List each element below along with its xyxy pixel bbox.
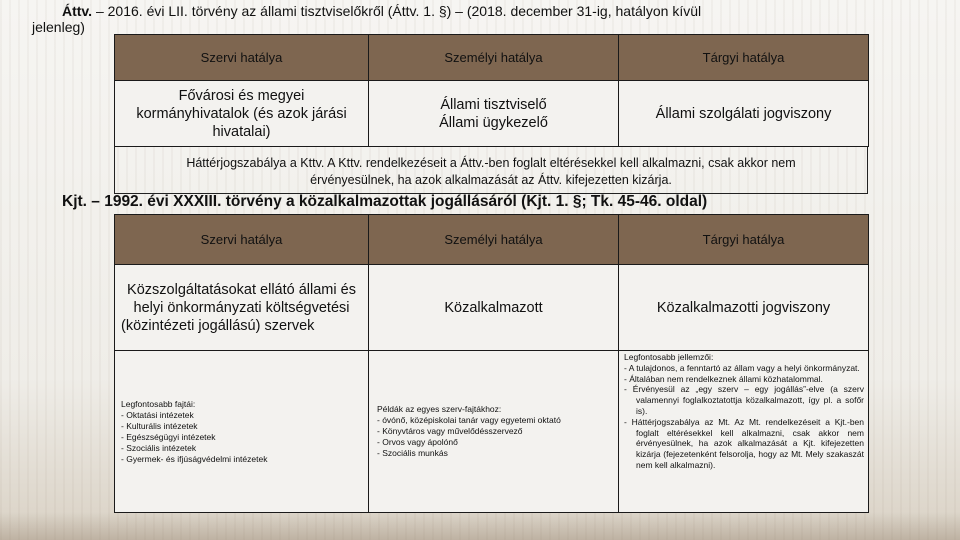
kjt-features-list bbox=[624, 363, 864, 471]
list-item: - Szociális munkás bbox=[377, 448, 610, 459]
kjt-header-szemelyi: Személyi hatálya bbox=[369, 215, 619, 265]
list-item: - óvónő, középiskolai tanár vagy egyetemi oktató bbox=[377, 415, 610, 426]
attv-header-szervi: Szervi hatálya bbox=[115, 35, 369, 81]
note-frame-left bbox=[114, 146, 115, 194]
attv-table-body-row bbox=[115, 81, 869, 147]
list-item: - Általában nem rendelkeznek állami közhatalommal. bbox=[624, 374, 864, 385]
kjt-examples-heading: Példák az egyes szerv-fajtákhoz: bbox=[377, 404, 502, 414]
list-item: - A tulajdonos, a fenntartó az állam vagy a helyi önkormányzat. bbox=[624, 363, 864, 374]
kjt-types-list bbox=[121, 410, 362, 465]
kjt-table bbox=[114, 214, 869, 513]
attv-cell-targyi: Állami szolgálati jogviszony bbox=[619, 81, 869, 147]
attv-table-header-row bbox=[115, 35, 869, 81]
attv-header-targyi: Tárgyi hatálya bbox=[619, 35, 869, 81]
kjt-header-targyi: Tárgyi hatálya bbox=[619, 215, 869, 265]
list-item: - Orvos vagy ápolónő bbox=[377, 437, 610, 448]
list-item: - Szociális intézetek bbox=[121, 443, 362, 454]
kjt-examples-list bbox=[377, 415, 610, 459]
attv-table bbox=[114, 34, 869, 147]
kjt-detail-right bbox=[619, 351, 869, 513]
list-item: - Háttérjogszabálya az Mt. Az Mt. rendelkezéseit a Kjt.-ben foglalt eltérésekkel kell alkalmazni, csak akkor nem érvényesülnek, ha azok alkalmazását a Kjt. kifejezetten kizárja (fejezetenként felsorolja, hogy az Mt. Mely szakaszát nem kell alkalmazni). bbox=[624, 417, 864, 471]
kjt-features-heading: Legfontosabb jellemzői: bbox=[624, 352, 714, 362]
list-item: - Kulturális intézetek bbox=[121, 421, 362, 432]
kjt-detail-middle bbox=[369, 351, 619, 513]
note-frame-right bbox=[867, 146, 868, 194]
kjt-features-box bbox=[624, 352, 864, 471]
kjt-detail-left bbox=[115, 351, 369, 513]
attv-cell-szemelyi: Állami tisztviselő Állami ügykezelő bbox=[369, 81, 619, 147]
page-title bbox=[62, 3, 842, 19]
kjt-cell-targyi: Közalkalmazotti jogviszony bbox=[619, 265, 869, 351]
kjt-types-heading: Legfontosabb fajtái: bbox=[121, 398, 196, 409]
floor-background bbox=[0, 512, 960, 540]
kjt-examples-box bbox=[377, 404, 610, 459]
page-title-rest: – 2016. évi LII. törvény az állami tisztviselőkről (Áttv. 1. §) – (2018. december 31-ig, hatályon kívül bbox=[92, 3, 702, 19]
kjt-cell-szemelyi: Közalkalmazott bbox=[369, 265, 619, 351]
attv-header-szemelyi: Személyi hatálya bbox=[369, 35, 619, 81]
page-title-line2: jelenleg) bbox=[32, 19, 85, 35]
kjt-table-detail-row bbox=[115, 351, 869, 513]
attv-cell-szervi: Fővárosi és megyei kormányhivatalok (és azok járási hivatalai) bbox=[115, 81, 369, 147]
kjt-header-szervi: Szervi hatálya bbox=[115, 215, 369, 265]
attv-background-law-note: Háttérjogszabálya a Kttv. A Kttv. rendelkezéseit a Áttv.-ben foglalt eltérésekkel kell alkalmazni, csak akkor nem érvényesülnek, ha azok alkalmazását az Áttv. kifejezetten kizárja. bbox=[186, 156, 796, 187]
kjt-table-header-row bbox=[115, 215, 869, 265]
kjt-cell-szervi: Közszolgáltatásokat ellátó állami és helyi önkormányzati költségvetési (közintézeti jogállású) szervek bbox=[115, 265, 369, 351]
list-item: - Érvényesül az „egy szerv – egy jogállás”-elve (a szerv valamennyi foglalkoztatottja közalkalmazott, így pl. a sofőr is). bbox=[624, 384, 864, 416]
kjt-section-title: Kjt. – 1992. évi XXXIII. törvény a közalkalmazottak jogállásáról (Kjt. 1. §; Tk. 45-46. oldal) bbox=[62, 193, 708, 210]
page-title-bold: Áttv. bbox=[62, 3, 93, 19]
list-item: - Könyvtáros vagy művelődésszervező bbox=[377, 426, 610, 437]
list-item: - Oktatási intézetek bbox=[121, 410, 362, 421]
kjt-table-body-row bbox=[115, 265, 869, 351]
kjt-types-box bbox=[121, 399, 362, 465]
list-item: - Gyermek- és ifjúságvédelmi intézetek bbox=[121, 454, 362, 465]
list-item: - Egészségügyi intézetek bbox=[121, 432, 362, 443]
